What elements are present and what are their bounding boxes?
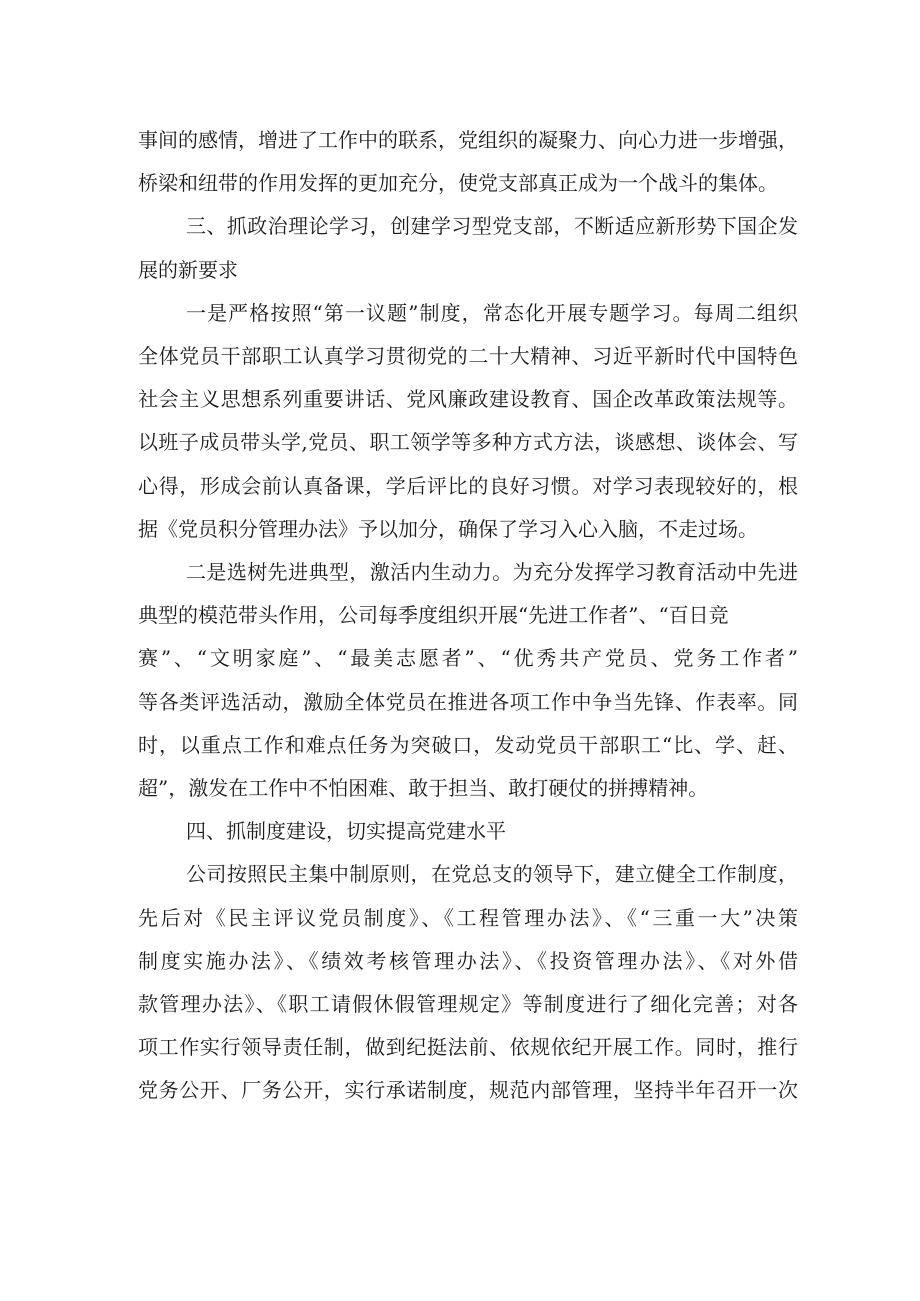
text-line: 以班子成员带头学,党员、职工领学等多种方式方法，谈感想、谈体会、写	[138, 430, 798, 455]
text-line: 党务公开、厂务公开，实行承诺制度，规范内部管理，坚持半年召开一次	[138, 1078, 798, 1103]
text-line: 等各类评选活动，激励全体党员在推进各项工作中争当先锋、作表率。同	[138, 689, 798, 714]
text-line: 款管理办法》、《职工请假休假管理规定》等制度进行了细化完善；对各	[138, 992, 798, 1016]
text-line: 典型的模范带头作用，公司每季度组织开展“先进工作者”、“百日竞	[138, 603, 729, 628]
text-line: 一是严格按照“第一议题”制度，常态化开展专题学习。每周二组织	[186, 300, 798, 325]
text-line: 超”，激发在工作中不怕困难、敢于担当、敢打硬仗的拼搏精神。	[138, 776, 709, 800]
section-heading: 三、抓政治理论学习，创建学习型党支部，不断适应新形势下国企发	[186, 214, 798, 239]
text-line: 制度实施办法》、《绩效考核管理办法》、《投资管理办法》、《对外借	[138, 948, 798, 973]
text-line: 事间的感情，增进了工作中的联系，党组织的凝聚力、向心力进一步增强，	[138, 128, 798, 152]
text-line: 赛”、“文明家庭”、“最美志愿者”、“优秀共产党员、党务工作者”	[138, 646, 798, 671]
text-line: 项工作实行领导责任制，做到纪挺法前、依规依纪开展工作。同时，推行	[138, 1035, 798, 1060]
text-line: 公司按照民主集中制原则，在党总支的领导下，建立健全工作制度，	[186, 862, 798, 887]
text-line: 全体党员干部职工认真学习贯彻党的二十大精神、习近平新时代中国特色	[138, 344, 798, 368]
text-line: 社会主义思想系列重要讲话、党风廉政建设教育、国企改革政策法规等。	[138, 387, 798, 412]
text-line: 桥梁和纽带的作用发挥的更加充分，使党支部真正成为一个战斗的集体。	[138, 171, 778, 196]
text-line: 先后对《民主评议党员制度》、《工程管理办法》、《“三重一大”决策	[138, 905, 798, 930]
text-line: 据《党员积分管理办法》予以加分，确保了学习入心入脑，不走过场。	[138, 516, 758, 541]
section-heading: 四、抓制度建设，切实提高党建水平	[186, 819, 506, 844]
text-line: 时，以重点工作和难点任务为突破口，发动党员干部职工“比、学、赶、	[138, 732, 798, 757]
text-line: 心得，形成会前认真备课，学后评比的良好习惯。对学习表现较好的，根	[138, 473, 798, 498]
section-heading: 展的新要求	[138, 257, 238, 282]
text-line: 二是选树先进典型，激活内生动力。为充分发挥学习教育活动中先进	[186, 560, 798, 584]
